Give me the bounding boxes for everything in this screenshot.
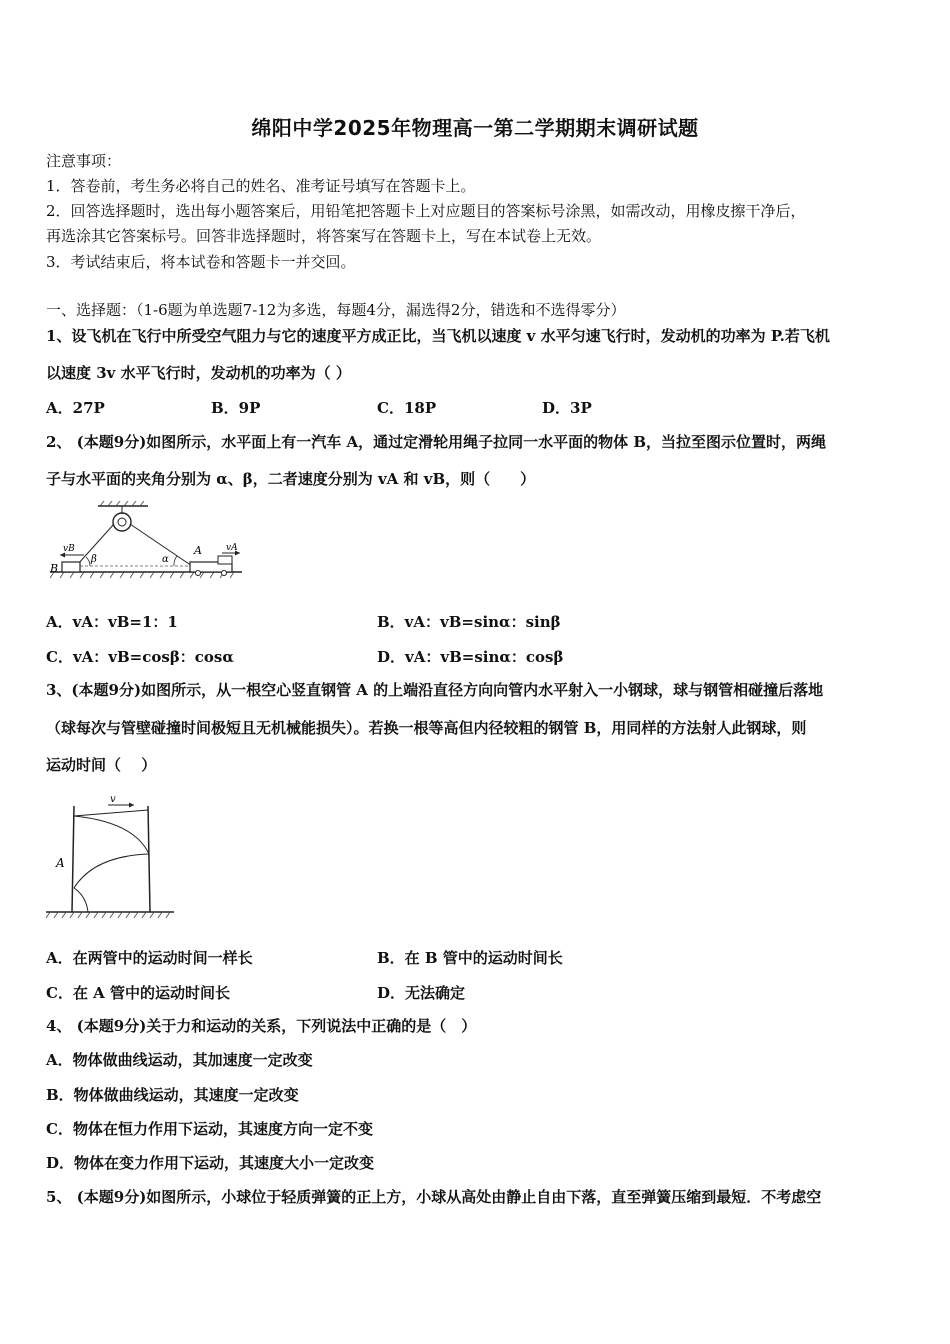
q4-stem: 4、 (本题9分)关于力和运动的关系，下列说法中正确的是（ ）: [46, 1017, 477, 1035]
q3-stem-line1: 3、(本题9分)如图所示，从一根空心竖直钢管 A 的上端沿直径方向向管内水平射入一小钢球，球与钢管相碰撞后落地: [46, 681, 824, 699]
q3-tube-figure: [44, 792, 174, 922]
q3-option-b: B．在 B 管中的运动时间长: [377, 949, 563, 967]
q3-stem-line3: 运动时间（ ）: [46, 756, 157, 774]
fig-label-vb: vB: [63, 544, 75, 554]
fig-label-a: A: [194, 544, 202, 557]
q3-option-a: A．在两管中的运动时间一样长: [46, 949, 253, 967]
q1-option-d: D．3P: [542, 399, 592, 417]
q4-option-c: C．物体在恒力作用下运动，其速度方向一定不变: [46, 1120, 373, 1138]
q3-option-c: C．在 A 管中的运动时间长: [46, 984, 231, 1002]
fig-label-alpha: α: [162, 554, 169, 565]
page-title: 绵阳中学2025年物理高一第二学期期末调研试题: [251, 116, 699, 140]
q1-stem-line2: 以速度 3v 水平飞行时，发动机的功率为（ ）: [46, 364, 351, 382]
fig-label-b: B: [50, 562, 59, 575]
q4-option-d: D．物体在变力作用下运动，其速度大小一定改变: [46, 1154, 375, 1172]
section-heading: 一、选择题：（1-6题为单选题7-12为多选，每题4分，漏选得2分，错选和不选得零分）: [46, 301, 626, 319]
q3-option-d: D．无法确定: [377, 984, 466, 1002]
q1-option-c: C．18P: [377, 399, 437, 417]
q1-stem-line1: 1、设飞机在飞行中所受空气阻力与它的速度平方成正比，当飞机以速度 v 水平匀速飞行时，发动机的功率为 P.若飞机: [46, 327, 830, 345]
fig-label-beta: β: [91, 554, 97, 565]
q4-option-a: A．物体做曲线运动，其加速度一定改变: [46, 1051, 313, 1069]
q2-option-a: A．vA：vB=1：1: [46, 613, 178, 631]
q1-option-a: A．27P: [46, 399, 105, 417]
fig-label-va: vA: [226, 543, 238, 553]
notice-heading: 注意事项：: [46, 152, 122, 170]
q2-option-c: C．vA：vB=cosβ：cosα: [46, 648, 234, 666]
q3-stem-line2: （球每次与管壁碰撞时间极短且无机械能损失）。若换一根等高但内径较粗的钢管 B，用同样的方法射人此钢球，则: [46, 719, 807, 737]
q2-option-b: B．vA：vB=sinα：sinβ: [377, 613, 561, 631]
q4-option-b: B．物体做曲线运动，其速度一定改变: [46, 1086, 299, 1104]
q1-option-b: B．9P: [211, 399, 261, 417]
notice-item: 3．考试结束后，将本试卷和答题卡一并交回。: [46, 253, 356, 271]
q2-pulley-figure: [46, 500, 246, 590]
q2-stem-line1: 2、 (本题9分)如图所示，水平面上有一汽车 A，通过定滑轮用绳子拉同一水平面的物体 B，当拉至图示位置时，两绳: [46, 433, 827, 451]
fig-label-tube-a: A: [56, 856, 65, 870]
q5-stem-line1: 5、 (本题9分)如图所示，小球位于轻质弹簧的正上方，小球从高处由静止自由下落，直至弹簧压缩到最短．不考虑空: [46, 1188, 822, 1206]
fig-label-v: v: [110, 794, 116, 805]
notice-item: 2．回答选择题时，选出每小题答案后，用铅笔把答题卡上对应题目的答案标号涂黑，如需改动，用橡皮擦干净后，: [46, 202, 806, 220]
notice-item: 再选涂其它答案标号。回答非选择题时，将答案写在答题卡上，写在本试卷上无效。: [46, 227, 602, 245]
q2-option-d: D．vA：vB=sinα：cosβ: [377, 648, 564, 666]
notice-item: 1．答卷前，考生务必将自己的姓名、准考证号填写在答题卡上。: [46, 177, 476, 195]
q2-stem-line2: 子与水平面的夹角分别为 α、β，二者速度分别为 vA 和 vB，则（ ）: [46, 470, 536, 488]
